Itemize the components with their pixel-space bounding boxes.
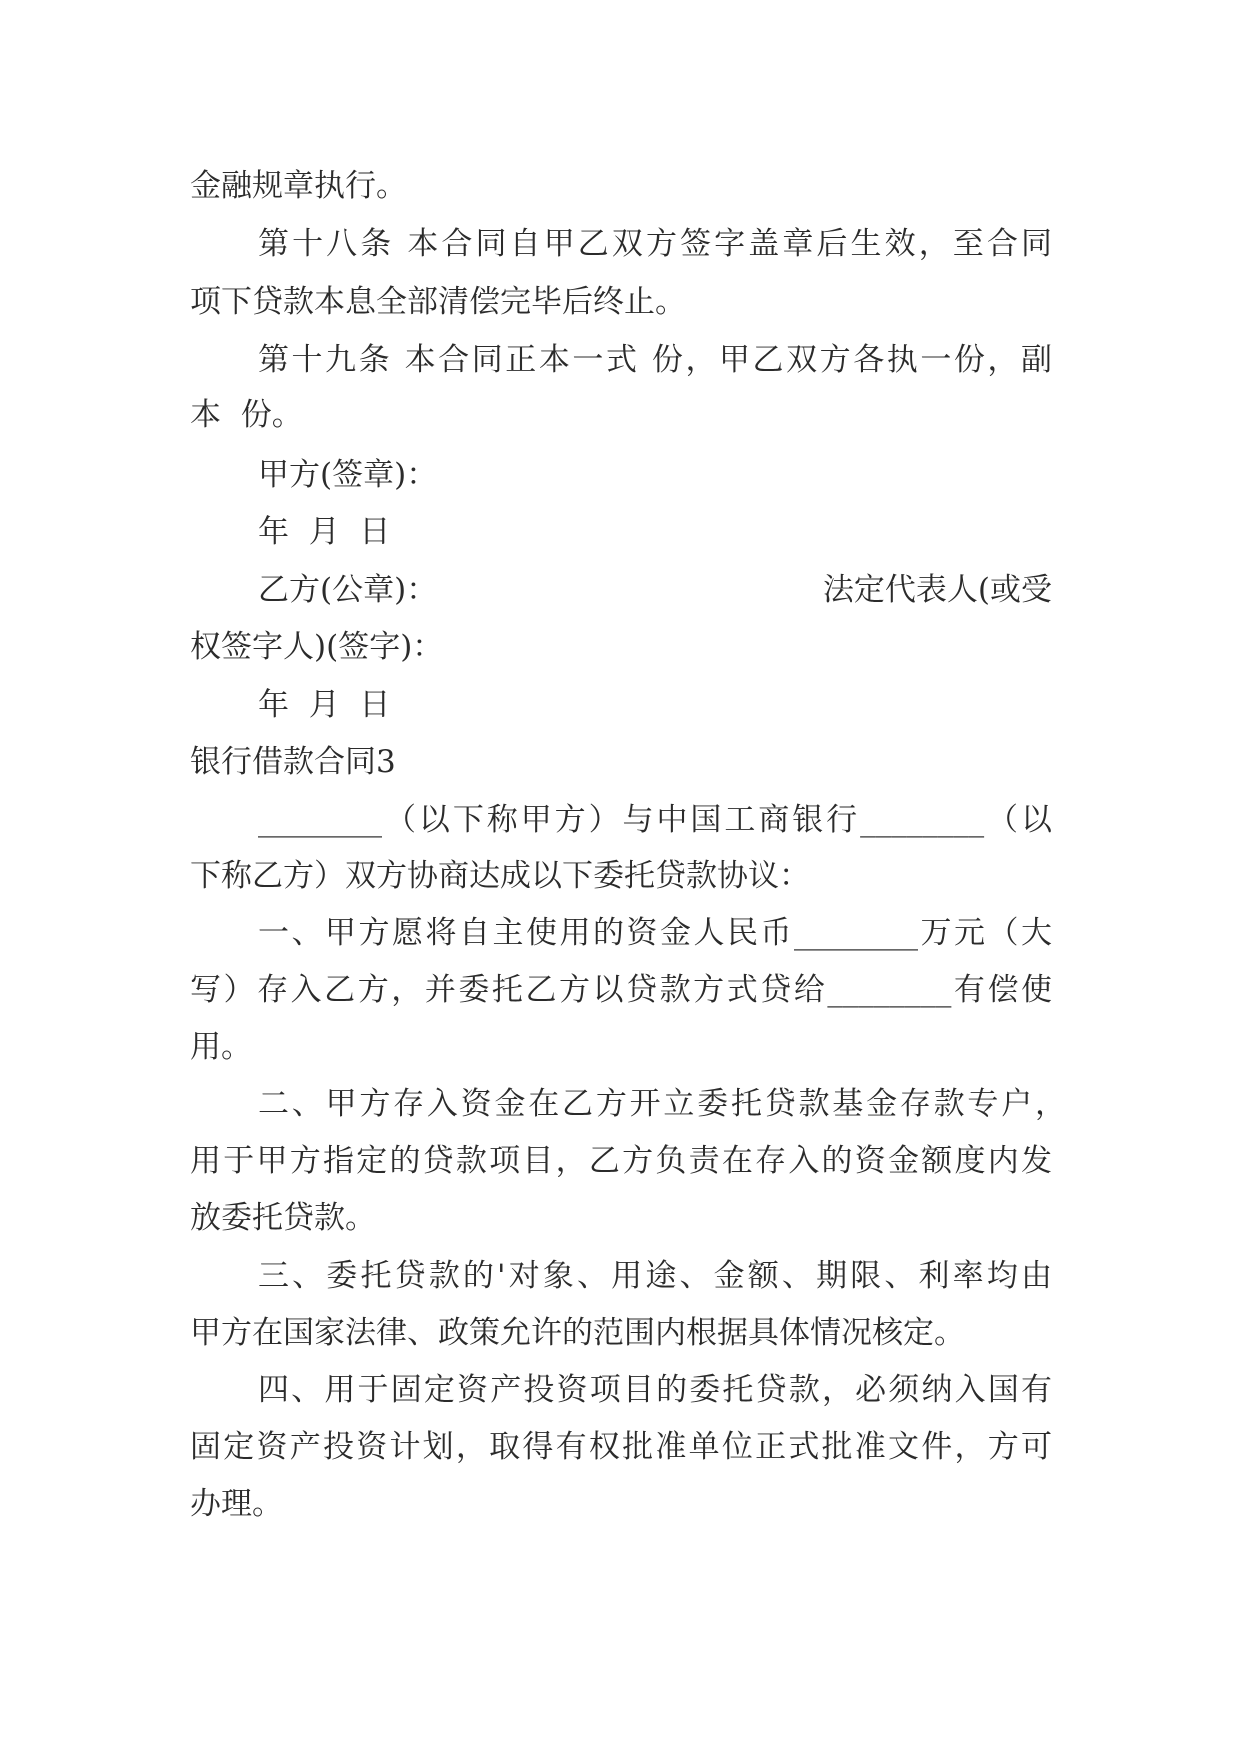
party-b-date-label: 年 月 日: [258, 687, 391, 723]
clause-3-line-1: 三、委托贷款的'对象、用途、金额、期限、利率均由: [258, 1258, 1052, 1294]
text-line: 金融规章执行。: [190, 168, 407, 204]
authorized-signatory-label: 权签字人)(签字)：: [190, 629, 444, 665]
article-19-line-1: 第十九条 本合同正本一式 份，甲乙双方各执一份，副: [258, 342, 1052, 378]
party-a-date-label: 年 月 日: [258, 514, 391, 550]
article-18-line-2: 项下贷款本息全部清偿完毕后终止。: [190, 284, 686, 320]
clause-1-line-2: 写）存入乙方，并委托乙方以贷款方式贷给________有偿使: [190, 972, 1052, 1008]
clause-4-line-1: 四、用于固定资产投资项目的委托贷款，必须纳入国有: [258, 1372, 1052, 1408]
clause-2-line-3: 放委托贷款。: [190, 1200, 376, 1236]
party-b-seal-label: 乙方(公章)：: [258, 572, 438, 608]
legal-representative-label: 法定代表人(或受: [822, 572, 1052, 608]
party-a-signature-label: 甲方(签章)：: [258, 457, 438, 493]
clause-2-line-2: 用于甲方指定的贷款项目，乙方负责在存入的资金额度内发: [190, 1143, 1052, 1179]
article-19-line-2: 本 份。: [190, 397, 303, 433]
section-title: 银行借款合同3: [190, 744, 396, 780]
clause-4-line-3: 办理。: [190, 1486, 283, 1522]
clause-1-line-1: 一、甲方愿将自主使用的资金人民币________万元（大: [258, 915, 1052, 951]
clause-2-line-1: 二、甲方存入资金在乙方开立委托贷款基金存款专户，: [258, 1086, 1066, 1122]
clause-4-line-2: 固定资产投资计划，取得有权批准单位正式批准文件，方可: [190, 1429, 1052, 1465]
clause-1-line-3: 用。: [190, 1029, 252, 1065]
clause-3-line-2: 甲方在国家法律、政策允许的范围内根据具体情况核定。: [190, 1315, 965, 1351]
party-b-signature-row: [258, 570, 1052, 610]
article-18-line-1: 第十八条 本合同自甲乙双方签字盖章后生效，至合同: [258, 226, 1052, 262]
intro-line-1: ________（以下称甲方）与中国工商银行________（以: [258, 802, 1052, 838]
intro-line-2: 下称乙方）双方协商达成以下委托贷款协议：: [190, 858, 810, 894]
